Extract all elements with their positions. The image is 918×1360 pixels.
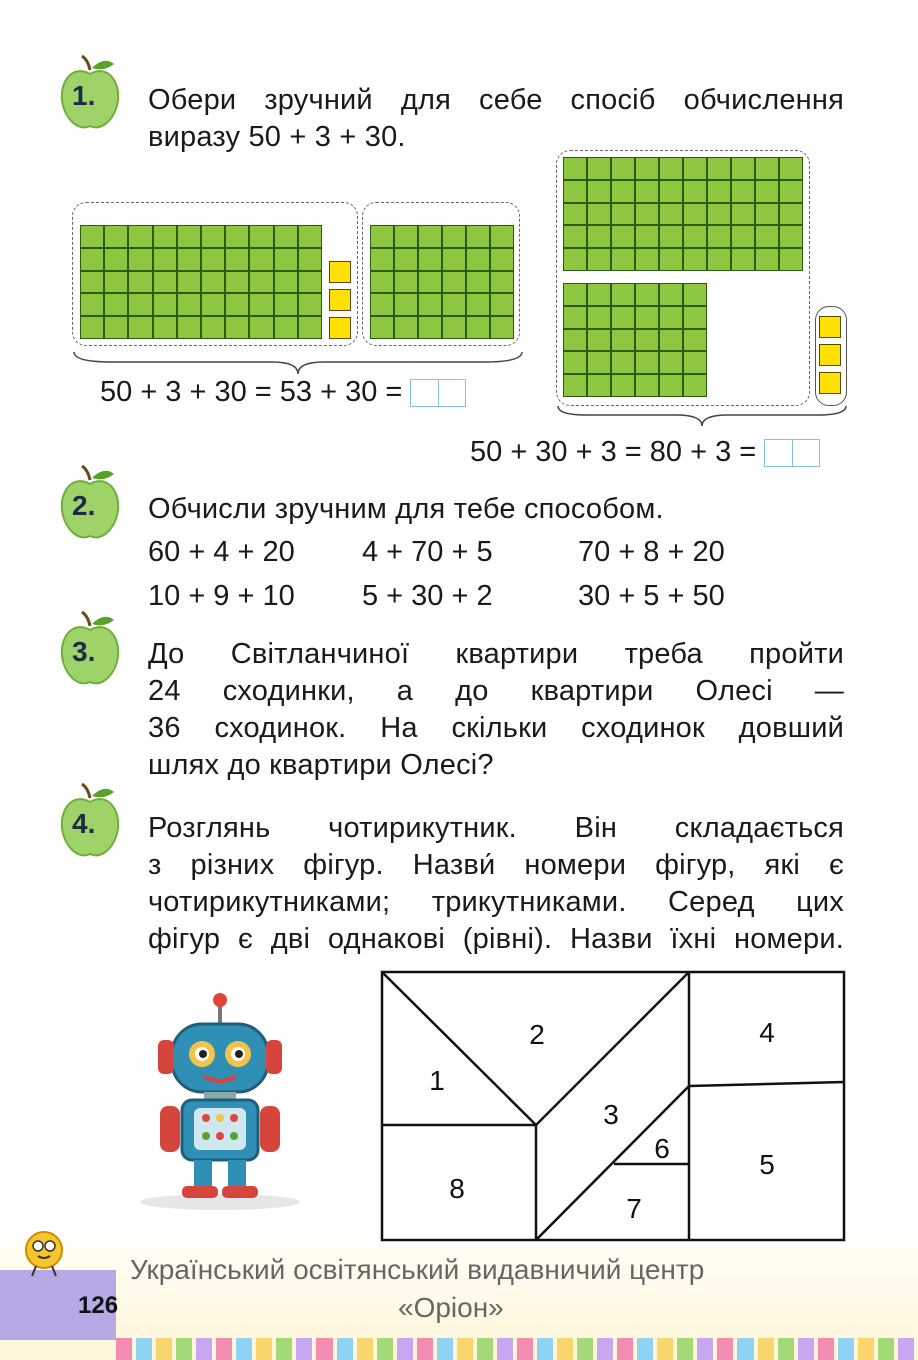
ten-block-cell	[201, 271, 225, 294]
ten-block-cell	[731, 180, 755, 203]
stripe-segment	[337, 1338, 353, 1360]
ten-block-cell	[128, 293, 152, 316]
ten-block-cell	[104, 316, 128, 339]
ten-block-cell	[611, 351, 635, 374]
unit-cube	[329, 317, 351, 339]
stripe-segment	[778, 1338, 794, 1360]
ten-block-cell	[80, 248, 104, 271]
stripe-segment	[316, 1338, 332, 1360]
task-text-line: 24 сходинки, а до квартири Олесі —	[148, 675, 844, 707]
ten-block-cell	[394, 225, 418, 248]
ten-block-cell	[370, 293, 394, 316]
curly-brace	[72, 350, 524, 376]
equation-text: 50 + 3 + 30 = 53 + 30 =	[100, 376, 403, 408]
task-text-line: Обери зручний для себе спосіб обчислення	[148, 84, 844, 116]
ten-block-cell	[563, 225, 587, 248]
ten-block-cell	[128, 248, 152, 271]
stripe-segment	[176, 1338, 192, 1360]
stripe-segment	[497, 1338, 513, 1360]
stripe-segment	[818, 1338, 834, 1360]
ten-block-cell	[683, 180, 707, 203]
stripe-segment	[657, 1338, 673, 1360]
ten-block-cell	[128, 225, 152, 248]
tens-blocks-30	[563, 283, 707, 397]
stripe-segment	[597, 1338, 613, 1360]
ten-block-cell	[563, 351, 587, 374]
ten-block-cell	[779, 157, 803, 180]
ten-block-cell	[298, 225, 322, 248]
stripe-segment	[296, 1338, 312, 1360]
expression: 10 + 9 + 10	[148, 580, 295, 612]
ten-block-cell	[418, 316, 442, 339]
figure-label-5: 5	[759, 1149, 775, 1180]
ten-block-cell	[394, 316, 418, 339]
decorative-stripe	[116, 1338, 918, 1360]
tens-blocks-50	[80, 225, 322, 339]
ten-block-cell	[490, 271, 514, 294]
ten-block-cell	[490, 225, 514, 248]
stripe-segment	[758, 1338, 774, 1360]
robot-illustration	[120, 990, 320, 1215]
answer-input[interactable]	[764, 439, 820, 467]
curly-brace	[556, 404, 848, 428]
stripe-segment	[256, 1338, 272, 1360]
ten-block-cell	[225, 316, 249, 339]
ten-block-cell	[611, 374, 635, 397]
ten-block-cell	[659, 306, 683, 329]
ten-block-cell	[755, 248, 779, 271]
task-text-line: фігур є дві однакові (рівні). Назви їхні номери.	[148, 923, 844, 955]
figure-label-4: 4	[759, 1017, 775, 1048]
task-number: 1.	[72, 80, 96, 111]
ten-block-cell	[611, 329, 635, 352]
stripe-segment	[557, 1338, 573, 1360]
stripe-segment	[236, 1338, 252, 1360]
task-text-line: шлях до квартири Олесі?	[148, 749, 494, 781]
task-4-text	[148, 810, 844, 958]
stripe-segment	[798, 1338, 814, 1360]
ten-block-cell	[370, 225, 394, 248]
unit-cube	[819, 344, 841, 366]
ten-block-cell	[659, 329, 683, 352]
stripe-segment	[898, 1338, 914, 1360]
ten-block-cell	[779, 248, 803, 271]
ten-block-cell	[611, 248, 635, 271]
ten-block-cell	[80, 293, 104, 316]
task-3-number-badge	[58, 608, 122, 688]
ten-block-cell	[779, 180, 803, 203]
ten-block-cell	[683, 329, 707, 352]
ten-block-cell	[587, 203, 611, 226]
stripe-segment	[377, 1338, 393, 1360]
expression: 60 + 4 + 20	[148, 536, 295, 568]
ten-block-cell	[707, 248, 731, 271]
stripe-segment	[116, 1338, 132, 1360]
ten-block-cell	[370, 316, 394, 339]
ten-block-cell	[418, 293, 442, 316]
page-number: 126	[78, 1292, 119, 1319]
stripe-segment	[637, 1338, 653, 1360]
ten-block-cell	[587, 374, 611, 397]
ten-block-cell	[683, 248, 707, 271]
unit-cube	[329, 289, 351, 311]
ten-block-cell	[490, 316, 514, 339]
ten-block-cell	[563, 203, 587, 226]
ten-block-cell	[563, 283, 587, 306]
stripe-segment	[477, 1338, 493, 1360]
stripe-segment	[437, 1338, 453, 1360]
unit-cube	[819, 372, 841, 394]
ten-block-cell	[201, 248, 225, 271]
ten-block-cell	[153, 225, 177, 248]
ten-block-cell	[659, 351, 683, 374]
stripe-segment	[617, 1338, 633, 1360]
ten-block-cell	[201, 225, 225, 248]
ten-block-cell	[563, 306, 587, 329]
ten-block-cell	[370, 248, 394, 271]
ten-block-cell	[274, 225, 298, 248]
stripe-segment	[838, 1338, 854, 1360]
ten-block-cell	[201, 293, 225, 316]
stripe-segment	[517, 1338, 533, 1360]
ten-block-cell	[587, 329, 611, 352]
ten-block-cell	[104, 293, 128, 316]
equation-right	[470, 436, 820, 469]
publisher-name: Український освітянський видавничий центр	[130, 1254, 705, 1285]
ten-block-cell	[659, 374, 683, 397]
ten-block-cell	[104, 271, 128, 294]
stripe-segment	[717, 1338, 733, 1360]
expression: 70 + 8 + 20	[578, 536, 725, 568]
stripe-segment	[417, 1338, 433, 1360]
ten-block-cell	[635, 329, 659, 352]
stripe-segment	[216, 1338, 232, 1360]
ten-block-cell	[225, 248, 249, 271]
task-1-number-badge	[58, 52, 122, 132]
ten-block-cell	[418, 271, 442, 294]
task-3-text	[148, 636, 844, 784]
ten-block-cell	[80, 225, 104, 248]
stripe-segment	[878, 1338, 894, 1360]
figure-label-6: 6	[654, 1133, 670, 1164]
ten-block-cell	[779, 203, 803, 226]
ten-block-cell	[394, 293, 418, 316]
stripe-segment	[276, 1338, 292, 1360]
equation-left	[100, 376, 466, 409]
ten-block-cell	[587, 351, 611, 374]
task-text-line: виразу 50 + 3 + 30.	[148, 121, 406, 153]
task-number: 3.	[72, 636, 96, 667]
ten-block-cell	[635, 374, 659, 397]
ten-block-cell	[153, 316, 177, 339]
ten-block-cell	[683, 157, 707, 180]
ten-block-cell	[274, 316, 298, 339]
stripe-segment	[397, 1338, 413, 1360]
ten-block-cell	[104, 248, 128, 271]
ten-block-cell	[418, 225, 442, 248]
ten-block-cell	[466, 293, 490, 316]
ten-block-cell	[298, 271, 322, 294]
ten-block-cell	[177, 271, 201, 294]
ten-block-cell	[225, 271, 249, 294]
ten-block-cell	[466, 225, 490, 248]
ten-block-cell	[490, 293, 514, 316]
stripe-segment	[677, 1338, 693, 1360]
figure-label-2: 2	[529, 1019, 545, 1050]
ten-block-cell	[298, 293, 322, 316]
stripe-segment	[858, 1338, 874, 1360]
quadrilateral-figure	[380, 970, 846, 1242]
ten-block-cell	[707, 157, 731, 180]
ten-block-cell	[274, 271, 298, 294]
ten-block-cell	[635, 283, 659, 306]
ten-block-cell	[177, 293, 201, 316]
stripe-segment	[537, 1338, 553, 1360]
ten-block-cell	[201, 316, 225, 339]
ten-block-cell	[755, 157, 779, 180]
task-4-number-badge	[58, 780, 122, 860]
ten-block-cell	[249, 225, 273, 248]
task-text-line: Розглянь чотирикутник. Він складається	[148, 812, 844, 844]
ten-block-cell	[249, 248, 273, 271]
ten-block-cell	[249, 271, 273, 294]
ten-block-cell	[587, 248, 611, 271]
task-number: 2.	[72, 490, 96, 521]
task-text-line: чотирикутниками; трикутниками. Серед цих	[148, 886, 844, 918]
ten-block-cell	[731, 203, 755, 226]
ten-block-cell	[298, 248, 322, 271]
ten-block-cell	[731, 157, 755, 180]
ten-block-cell	[153, 271, 177, 294]
ten-block-cell	[755, 180, 779, 203]
ten-block-cell	[394, 271, 418, 294]
ten-block-cell	[635, 248, 659, 271]
ten-block-cell	[683, 203, 707, 226]
ten-block-cell	[442, 293, 466, 316]
task-text-line: 36 сходинок. На скільки сходинок довший	[148, 712, 844, 744]
ten-block-cell	[153, 293, 177, 316]
ten-block-cell	[466, 248, 490, 271]
ten-block-cell	[128, 316, 152, 339]
ten-block-cell	[611, 203, 635, 226]
ten-block-cell	[249, 316, 273, 339]
ten-block-cell	[611, 306, 635, 329]
figure-label-1: 1	[429, 1065, 445, 1096]
task-1-text	[148, 82, 844, 156]
ten-block-cell	[635, 351, 659, 374]
ten-block-cell	[659, 248, 683, 271]
ten-block-cell	[442, 316, 466, 339]
task-2-number-badge	[58, 462, 122, 542]
figure-label-7: 7	[626, 1193, 642, 1224]
unit-cube	[819, 316, 841, 338]
ten-block-cell	[635, 306, 659, 329]
stripe-segment	[737, 1338, 753, 1360]
ten-block-cell	[707, 203, 731, 226]
ten-block-cell	[225, 293, 249, 316]
ten-block-cell	[249, 293, 273, 316]
ten-block-cell	[731, 225, 755, 248]
ten-block-cell	[683, 374, 707, 397]
ten-block-cell	[659, 180, 683, 203]
ten-block-cell	[177, 225, 201, 248]
ten-block-cell	[418, 248, 442, 271]
ten-block-cell	[683, 306, 707, 329]
ten-block-cell	[659, 203, 683, 226]
ten-block-cell	[611, 225, 635, 248]
ten-block-cell	[683, 351, 707, 374]
ten-block-cell	[177, 248, 201, 271]
ten-block-cell	[394, 248, 418, 271]
publisher-brand: «Оріон»	[398, 1292, 504, 1323]
ten-block-cell	[466, 271, 490, 294]
ten-block-cell	[635, 180, 659, 203]
ten-block-cell	[274, 293, 298, 316]
unit-cube	[329, 261, 351, 283]
ten-block-cell	[611, 157, 635, 180]
ten-block-cell	[659, 283, 683, 306]
ten-block-cell	[177, 316, 201, 339]
stripe-segment	[156, 1338, 172, 1360]
ten-block-cell	[466, 316, 490, 339]
ten-block-cell	[587, 283, 611, 306]
ten-block-cell	[298, 316, 322, 339]
ten-block-cell	[225, 225, 249, 248]
ten-block-cell	[587, 157, 611, 180]
tens-blocks-30	[370, 225, 514, 339]
stripe-segment	[697, 1338, 713, 1360]
answer-input[interactable]	[410, 379, 466, 407]
ten-block-cell	[707, 180, 731, 203]
ten-block-cell	[563, 180, 587, 203]
ten-block-cell	[635, 225, 659, 248]
ten-block-cell	[442, 248, 466, 271]
ten-block-cell	[274, 248, 298, 271]
ten-block-cell	[104, 225, 128, 248]
ten-block-cell	[563, 374, 587, 397]
task-number: 4.	[72, 808, 96, 839]
task-2-text: Обчисли зручним для тебе способом.	[148, 493, 664, 525]
ten-block-cell	[659, 157, 683, 180]
ten-block-cell	[683, 225, 707, 248]
ten-block-cell	[442, 225, 466, 248]
equation-text: 50 + 30 + 3 = 80 + 3 =	[470, 436, 757, 468]
ten-block-cell	[80, 316, 104, 339]
task-text-line: До Світланчиної квартири треба пройти	[148, 638, 844, 670]
ten-block-cell	[587, 306, 611, 329]
ten-block-cell	[779, 225, 803, 248]
ten-block-cell	[731, 248, 755, 271]
ten-block-cell	[755, 203, 779, 226]
ten-block-cell	[587, 225, 611, 248]
task-text-line: з різних фігур. Назви́ номери фігур, які є	[148, 849, 844, 881]
stripe-segment	[136, 1338, 152, 1360]
ten-block-cell	[563, 157, 587, 180]
expression: 30 + 5 + 50	[578, 580, 725, 612]
ten-block-cell	[80, 271, 104, 294]
ten-block-cell	[490, 248, 514, 271]
ten-block-cell	[707, 225, 731, 248]
ten-block-cell	[611, 180, 635, 203]
character-icon	[14, 1226, 76, 1278]
figure-label-3: 3	[603, 1099, 619, 1130]
figure-label-8: 8	[449, 1173, 465, 1204]
ten-block-cell	[659, 225, 683, 248]
ten-block-cell	[370, 271, 394, 294]
ten-block-cell	[128, 271, 152, 294]
stripe-segment	[357, 1338, 373, 1360]
stripe-segment	[196, 1338, 212, 1360]
expression: 4 + 70 + 5	[362, 536, 493, 568]
ten-block-cell	[635, 203, 659, 226]
ten-block-cell	[563, 329, 587, 352]
tens-blocks-50	[563, 157, 803, 271]
ten-block-cell	[755, 225, 779, 248]
ten-block-cell	[611, 283, 635, 306]
expression: 5 + 30 + 2	[362, 580, 493, 612]
stripe-segment	[577, 1338, 593, 1360]
ten-block-cell	[587, 180, 611, 203]
ten-block-cell	[635, 157, 659, 180]
stripe-segment	[457, 1338, 473, 1360]
ten-block-cell	[563, 248, 587, 271]
ten-block-cell	[683, 283, 707, 306]
ten-block-cell	[153, 248, 177, 271]
ten-block-cell	[442, 271, 466, 294]
